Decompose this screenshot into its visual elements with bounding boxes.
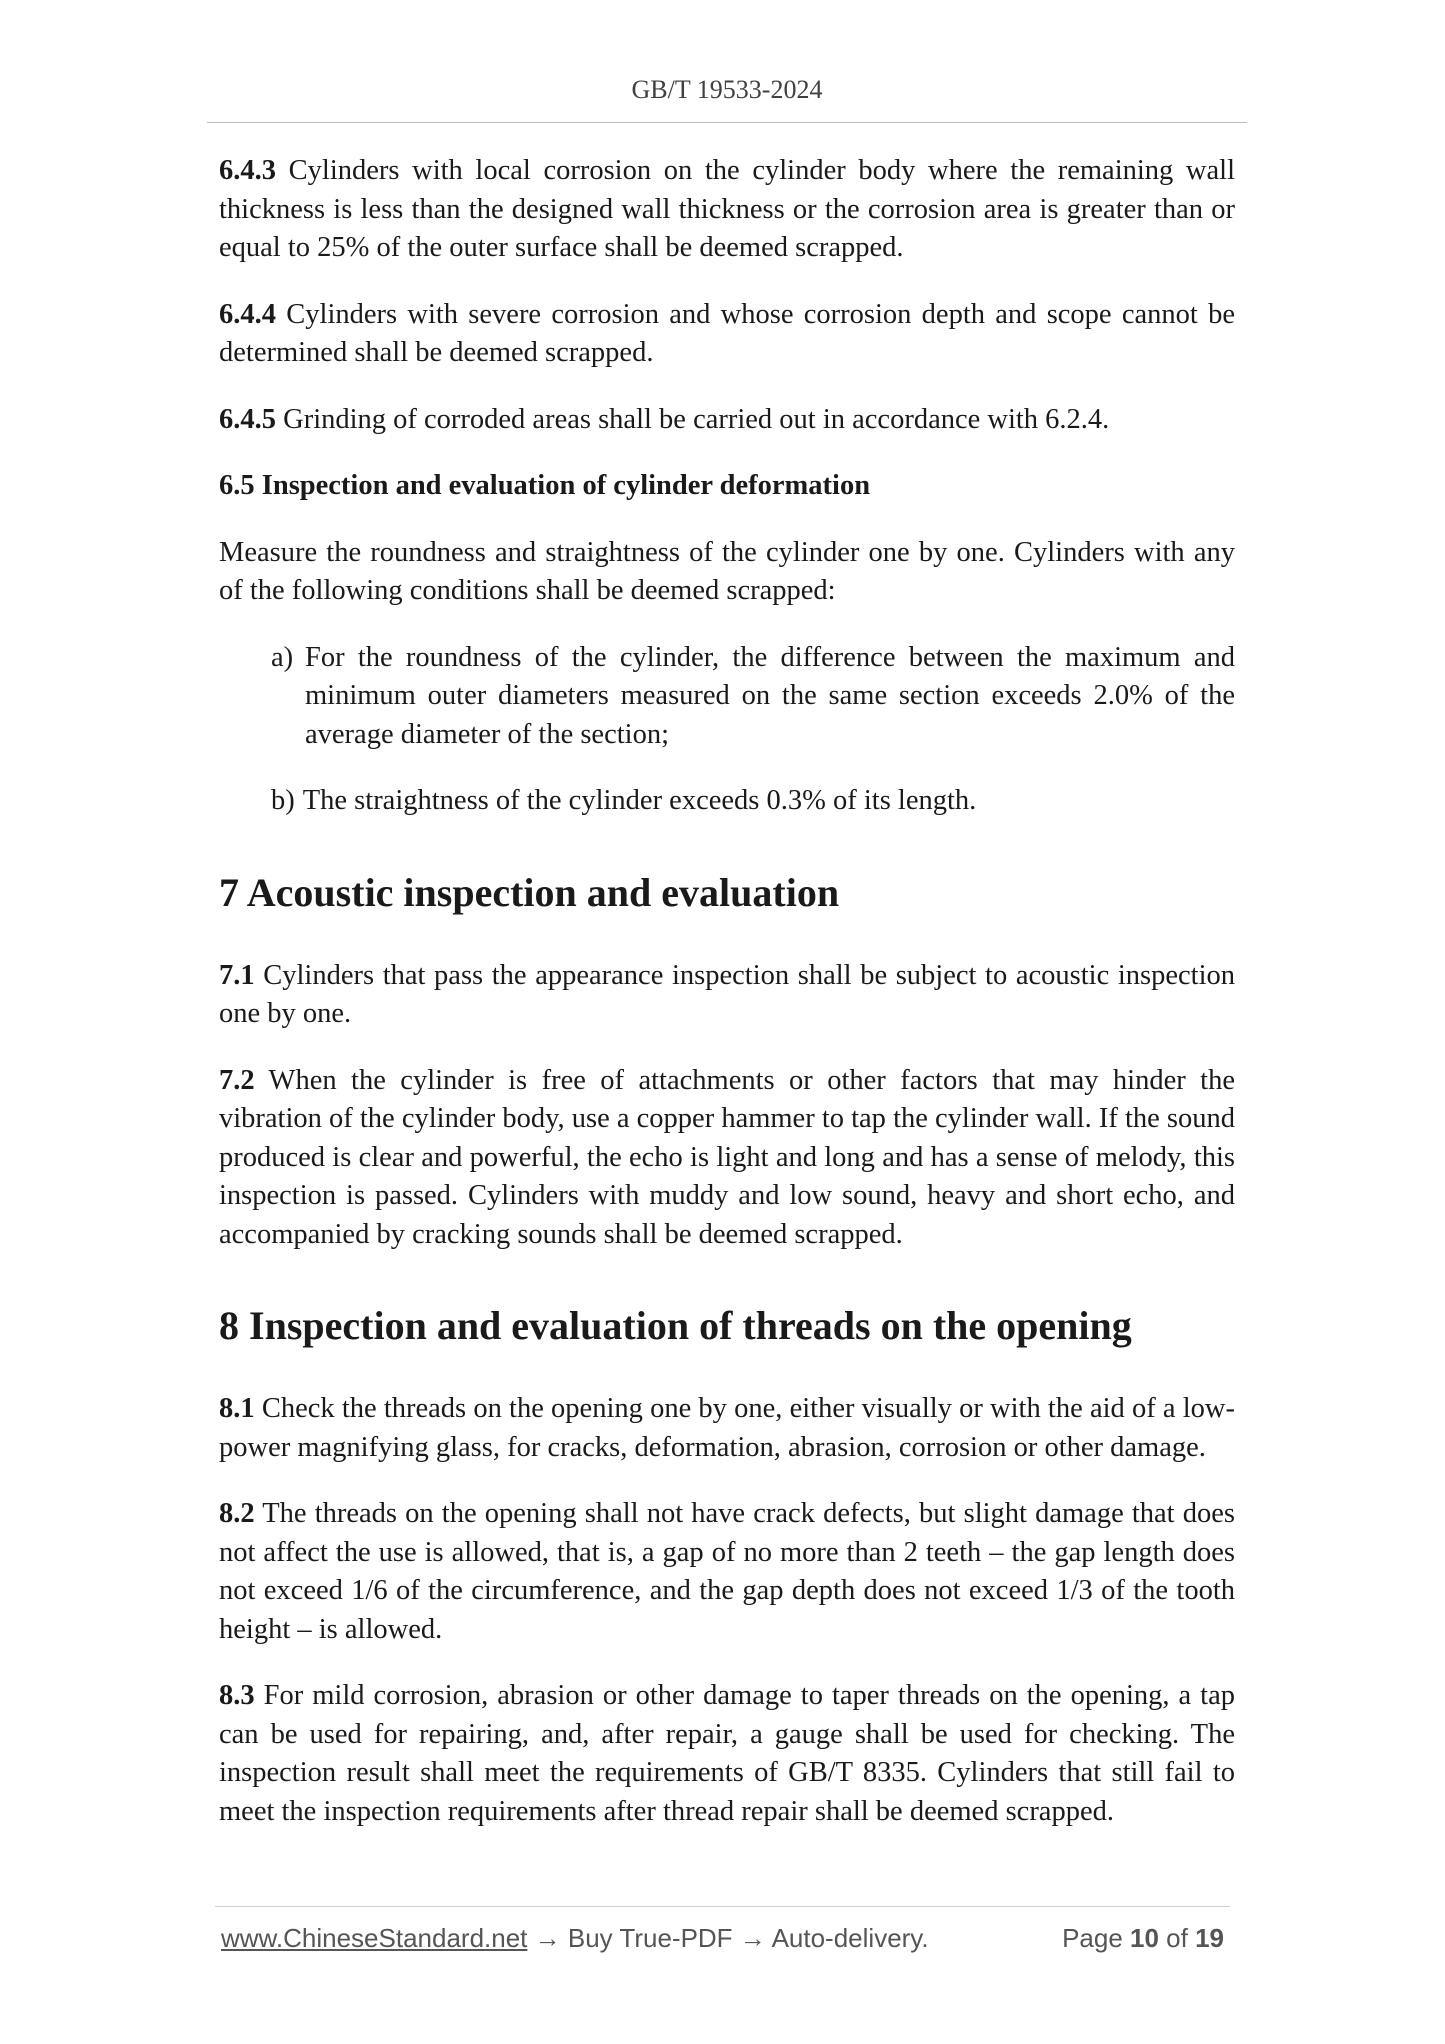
- clause-number: 7.2: [219, 1064, 255, 1096]
- clause-6-4-5: [219, 401, 1235, 440]
- footer-row: [215, 1907, 1230, 1954]
- list-marker: a): [271, 641, 294, 673]
- clause-number: 8.2: [219, 1498, 255, 1529]
- page-current: 10: [1130, 1923, 1159, 1953]
- list-item: [271, 782, 1235, 821]
- clause-text: For mild corrosion, abrasion or other damage to taper threads on the opening, a tap can be used for repairing, and, after repair, a gauge shall be used for checking. The inspection result shall meet the requirements of GB/T 8335. Cylinders that still fail to meet the inspection requirements after thread repair shall be deemed scrapped.: [219, 1680, 1235, 1827]
- document-body: [219, 152, 1235, 1859]
- list-item: [271, 639, 1235, 755]
- clause-8-2: [219, 1495, 1235, 1649]
- clause-7-2: [219, 1062, 1235, 1255]
- section-heading-7: 7 Acoustic inspection and evaluation: [219, 869, 840, 915]
- subsection-heading-6-5: 6.5 Inspection and evaluation of cylinder deformation: [219, 470, 871, 501]
- clause-text: Cylinders with local corrosion on the cylinder body where the remaining wall thickness is less than the designed wall thickness or the corrosion area is greater than or equal to 25% of the outer surface shall be deemed scrapped.: [219, 155, 1235, 263]
- clause-number: 6.4.5: [219, 403, 276, 435]
- page-header: [207, 70, 1247, 123]
- clause-8-1: [219, 1390, 1235, 1467]
- page-total: 19: [1195, 1923, 1224, 1953]
- clause-6-5-intro: Measure the roundness and straightness of the cylinder one by one. Cylinders with any of the following conditions shall be deemed scrapped:: [219, 536, 1235, 606]
- page-footer: [215, 1906, 1230, 1954]
- document-code: GB/T 19533-2024: [631, 75, 823, 104]
- clause-text: The threads on the opening shall not have crack defects, but slight damage that does not affect the use is allowed, that is, a gap of no more than 2 teeth – the gap length does not exceed 1/6 of the circumference, and the gap depth does not exceed 1/3 of the tooth height – is allowed.: [219, 1498, 1235, 1645]
- clause-8-3: [219, 1677, 1235, 1831]
- clause-text: Grinding of corroded areas shall be carried out in accordance with 6.2.4.: [276, 403, 1110, 435]
- list-marker: b): [271, 785, 295, 816]
- clause-number: 6.4.4: [219, 298, 276, 330]
- clause-7-1: [219, 957, 1235, 1034]
- footer-tagline: → Buy True-PDF → Auto-delivery.: [527, 1923, 929, 1953]
- page-of: of: [1158, 1923, 1196, 1953]
- clause-6-4-3: [219, 152, 1235, 268]
- condition-list: [219, 639, 1235, 821]
- website-link[interactable]: www.ChineseStandard.net: [221, 1923, 528, 1953]
- page-label: Page: [1062, 1923, 1131, 1953]
- clause-text: When the cylinder is free of attachments or other factors that may hinder the vibration of the cylinder body, use a copper hammer to tap the cylinder wall. If the sound produced is clear and powerful, the echo is light and long and has a sense of melody, this inspection is passed. Cylinders with muddy and low sound, heavy and short echo, and accompanied by cracking sounds shall be deemed scrapped.: [219, 1064, 1235, 1250]
- clause-text: Cylinders that pass the appearance inspection shall be subject to acoustic inspection one by one.: [219, 959, 1235, 1029]
- clause-number: 8.1: [219, 1393, 255, 1424]
- clause-number: 6.4.3: [219, 155, 276, 186]
- clause-number: 8.3: [219, 1680, 255, 1711]
- clause-text: Cylinders with severe corrosion and whose corrosion depth and scope cannot be determined shall be deemed scrapped.: [219, 298, 1235, 368]
- footer-promo: [221, 1923, 929, 1954]
- section-heading-8: 8 Inspection and evaluation of threads on the opening: [219, 1303, 1132, 1348]
- clause-6-4-4: [219, 296, 1235, 373]
- clause-number: 7.1: [219, 959, 255, 991]
- list-text: The straightness of the cylinder exceeds 0.3% of its length.: [302, 785, 977, 816]
- page-indicator: [1062, 1923, 1224, 1954]
- clause-text: Check the threads on the opening one by one, either visually or with the aid of a low-power magnifying glass, for cracks, deformation, abrasion, corrosion or other damage.: [219, 1393, 1235, 1463]
- list-text: For the roundness of the cylinder, the difference between the maximum and minimum outer diameters measured on the same section exceeds 2.0% of the average diameter of the section;: [305, 641, 1235, 750]
